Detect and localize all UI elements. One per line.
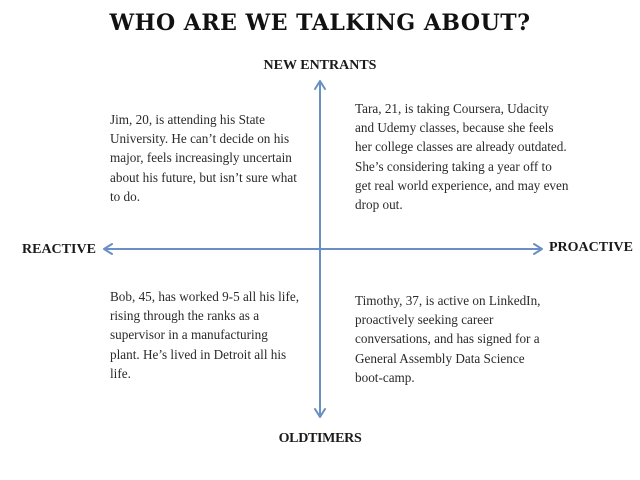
- axis-label-reactive: REACTIVE: [22, 242, 96, 257]
- quadrant-bottom-left-persona: Bob, 45, has worked 9-5 all his life, rising through the ranks as a supervisor in a manufacturing plant. He’s lived in Detroit all his life.: [110, 289, 299, 381]
- axis-label-oldtimers: OLDTIMERS: [278, 431, 362, 446]
- axis-label-new-entrants: NEW ENTRANTS: [263, 58, 377, 73]
- quadrant-bottom-right-persona: Timothy, 37, is active on LinkedIn, proactively seeking career conversations, and has signed for a General Assembly Data Science boot-camp.: [355, 293, 541, 385]
- quadrant-top-right-persona: Tara, 21, is taking Coursera, Udacity and Udemy classes, because she feels her college classes are already outdated. She’s considering taking a year off to get real world experience, and may even drop out.: [355, 101, 569, 213]
- page-title: WHO ARE WE TALKING ABOUT?: [109, 10, 531, 36]
- axis-label-proactive: PROACTIVE: [549, 240, 634, 255]
- quadrant-top-left-persona: Jim, 20, is attending his State University. He can’t decide on his major, feels increasingly uncertain about his future, but isn’t sure what to do.: [110, 112, 297, 204]
